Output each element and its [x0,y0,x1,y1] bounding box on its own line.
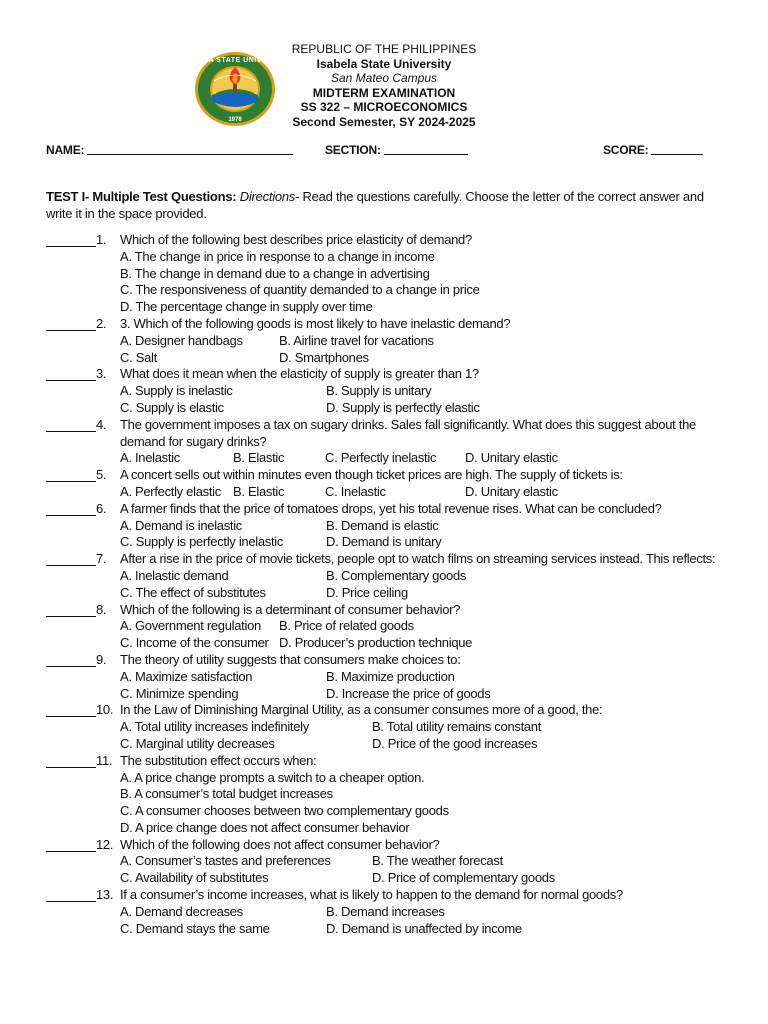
options-block [120,484,726,501]
answer-blank[interactable] [46,316,96,331]
question-number: 5. [96,467,107,483]
answer-option: D. Unitary elastic [465,450,558,466]
answer-option: C. Availability of substitutes [120,870,269,886]
answer-option: C. A consumer chooses between two complementary goods [120,803,449,819]
question-number: 12. [96,836,114,852]
question-text: A concert sells out within minutes even though ticket prices are high. The supply of tickets is: [120,467,623,483]
option-row [120,333,726,350]
directions-text: Read the questions carefully. Choose the letter of the correct answer and write it in the space provided. [46,189,704,221]
option-row [120,904,726,921]
question-item [46,602,726,652]
answer-option: A. Supply is inelastic [120,383,233,399]
section-blank[interactable] [384,143,468,155]
answer-blank[interactable] [46,232,96,247]
question-number: 8. [96,601,107,617]
option-row [120,736,726,753]
campus-name: San Mateo Campus [330,71,438,85]
question-item [46,837,726,887]
answer-blank[interactable] [46,366,96,381]
answer-option: D. Producer’s production technique [279,635,473,651]
option-row [120,719,726,736]
score-label: SCORE: [603,143,649,157]
option-row [120,870,726,887]
options-block [120,669,726,703]
option-row [120,635,726,652]
answer-option: B. The change in demand due to a change in advertising [120,265,430,281]
option-row [120,853,726,870]
question-number: 11. [96,752,113,768]
question-number: 13. [96,887,114,903]
section-field[interactable] [325,143,468,157]
question-text: 3. Which of the following goods is most likely to have inelastic demand? [120,315,511,331]
answer-option: D. A price change does not affect consumer behavior [120,819,410,835]
logo-year: 1978 [228,117,242,123]
option-row [120,820,726,837]
answer-option: D. Price ceiling [326,584,408,600]
options-block [120,770,726,837]
answer-option: A. The change in price in response to a change in income [120,248,435,264]
answer-blank[interactable] [46,887,96,902]
options-block [120,568,726,602]
exam-title: MIDTERM EXAMINATION [312,85,456,100]
options-block [120,383,726,417]
question-text: What does it mean when the elasticity of supply is greater than 1? [120,366,479,382]
answer-option: A. Consumer’s tastes and preferences [120,853,331,869]
answer-option: A. A price change prompts a switch to a cheaper option. [120,769,425,785]
option-row [120,400,726,417]
answer-option: A. Inelastic [120,450,180,466]
logo-ring-text: ISABELA STATE UNIVERSITY [179,57,291,64]
question-item [46,551,726,601]
question-text: Which of the following is a determinant of consumer behavior? [120,601,461,617]
answer-option: D. Demand is unaffected by income [326,920,522,936]
answer-option: B. The weather forecast [372,853,503,869]
question-text: The theory of utility suggests that consumers make choices to: [120,651,461,667]
question-item [46,501,726,551]
answer-blank[interactable] [46,602,96,617]
answer-blank[interactable] [46,551,96,566]
option-row [120,568,726,585]
answer-option: A. Designer handbags [120,332,243,348]
option-row [120,350,726,367]
answer-option: B. Elastic [233,450,285,466]
test-directions [46,188,726,222]
answer-option: B. Maximize production [326,668,455,684]
directions-label: Directions- [239,189,300,204]
republic-line: REPUBLIC OF THE PHILIPPINES [291,42,477,56]
answer-option: A. Perfectly elastic [120,483,221,499]
question-number: 6. [96,500,107,516]
answer-option: C. Inelastic [325,483,386,499]
option-row [120,803,726,820]
option-row [120,686,726,703]
answer-option: C. Salt [120,349,157,365]
answer-option: D. Demand is unitary [326,534,442,550]
name-blank[interactable] [87,143,293,155]
option-row [120,585,726,602]
question-number: 7. [96,551,107,567]
answer-blank[interactable] [46,702,96,717]
answer-option: C. Supply is elastic [120,399,224,415]
question-item [46,652,726,702]
question-number: 3. [96,366,107,382]
answer-option: C. Marginal utility decreases [120,735,275,751]
answer-option: B. Airline travel for vacations [279,332,434,348]
exam-header [0,42,768,129]
answer-blank[interactable] [46,753,96,768]
score-blank[interactable] [651,143,703,155]
answer-option: C. Demand stays the same [120,920,270,936]
answer-option: B. Demand is elastic [326,517,439,533]
course-title: SS 322 – MICROECONOMICS [300,100,468,114]
answer-option: B. Total utility remains constant [372,719,542,735]
option-row [120,518,726,535]
answer-option: A. Inelastic demand [120,567,229,583]
question-item [46,467,726,501]
answer-option: C. Minimize spending [120,685,239,701]
university-name: Isabela State University [316,56,452,71]
question-number: 10. [96,702,114,718]
question-list [46,232,726,937]
question-item [46,417,726,467]
test-title: TEST I- Multiple Test Questions: [46,189,237,204]
options-block [120,719,726,753]
answer-option: C. The responsiveness of quantity demanded to a change in price [120,282,480,298]
question-text: In the Law of Diminishing Marginal Utility, as a consumer consumes more of a good, the: [120,702,603,718]
name-field[interactable] [46,143,293,157]
answer-option: D. Unitary elastic [465,483,558,499]
options-block [120,904,726,938]
answer-option: D. The percentage change in supply over time [120,299,373,315]
option-row [120,669,726,686]
question-number: 9. [96,651,107,667]
question-item [46,753,726,837]
option-row [120,282,726,299]
section-label: SECTION: [325,143,381,157]
options-block [120,618,726,652]
answer-option: A. Total utility increases indefinitely [120,719,309,735]
question-item [46,316,726,366]
answer-option: A. Government regulation [120,618,261,634]
answer-blank[interactable] [46,417,96,432]
question-item [46,887,726,937]
answer-option: B. Complementary goods [326,567,467,583]
question-text: After a rise in the price of movie tickets, people opt to watch films on streaming services instead. This reflects: [120,551,716,567]
answer-option: B. Price of related goods [279,618,414,634]
question-item [46,232,726,316]
answer-option: A. Maximize satisfaction [120,668,253,684]
question-item [46,366,726,416]
option-row [120,484,726,501]
question-text: Which of the following best describes price elasticity of demand? [120,232,472,247]
option-row [120,618,726,635]
answer-option: C. Supply is perfectly inelastic [120,534,284,550]
question-text: Which of the following does not affect consumer behavior? [120,836,440,852]
answer-option: D. Price of complementary goods [372,870,555,886]
answer-option: C. Perfectly inelastic [325,450,437,466]
question-text: The government imposes a tax on sugary drinks. Sales fall significantly. What does this suggest about the demand for sugary drinks? [120,416,696,449]
answer-option: B. Elastic [233,483,285,499]
answer-option: B. Demand increases [326,903,445,919]
options-block [120,518,726,552]
question-number: 1. [96,232,107,247]
answer-option: D. Supply is perfectly elastic [326,399,480,415]
name-label: NAME: [46,143,85,157]
option-row [120,383,726,400]
options-block [120,333,726,367]
answer-blank[interactable] [46,501,96,516]
question-text: The substitution effect occurs when: [120,752,317,768]
option-row [120,450,726,467]
answer-blank[interactable] [46,467,96,482]
score-field[interactable] [603,143,703,157]
answer-option: B. Supply is unitary [326,383,432,399]
option-row [120,921,726,938]
answer-option: A. Demand is inelastic [120,517,243,533]
semester-line: Second Semester, SY 2024-2025 [292,114,476,129]
answer-option: D. Increase the price of goods [326,685,491,701]
question-text: If a consumer’s income increases, what is likely to happen to the demand for normal goods? [120,887,623,903]
answer-option: C. The effect of substitutes [120,584,266,600]
answer-option: B. A consumer’s total budget increases [120,786,333,802]
options-block [120,450,726,467]
option-row [120,786,726,803]
answer-option: D. Price of the good increases [372,735,538,751]
option-row [120,299,726,316]
question-number: 2. [96,315,107,331]
option-row [120,770,726,787]
question-text: A farmer finds that the price of tomatoes drops, yet his total revenue rises. What can be concluded? [120,500,662,516]
answer-blank[interactable] [46,652,96,667]
question-item [46,702,726,752]
answer-option: C. Income of the consumer [120,635,269,651]
answer-blank[interactable] [46,837,96,852]
option-row [120,249,726,266]
question-number: 4. [96,416,107,432]
answer-option: A. Demand decreases [120,903,243,919]
options-block [120,853,726,887]
answer-option: D. Smartphones [279,349,369,365]
option-row [120,266,726,283]
options-block [120,249,726,316]
option-row [120,534,726,551]
